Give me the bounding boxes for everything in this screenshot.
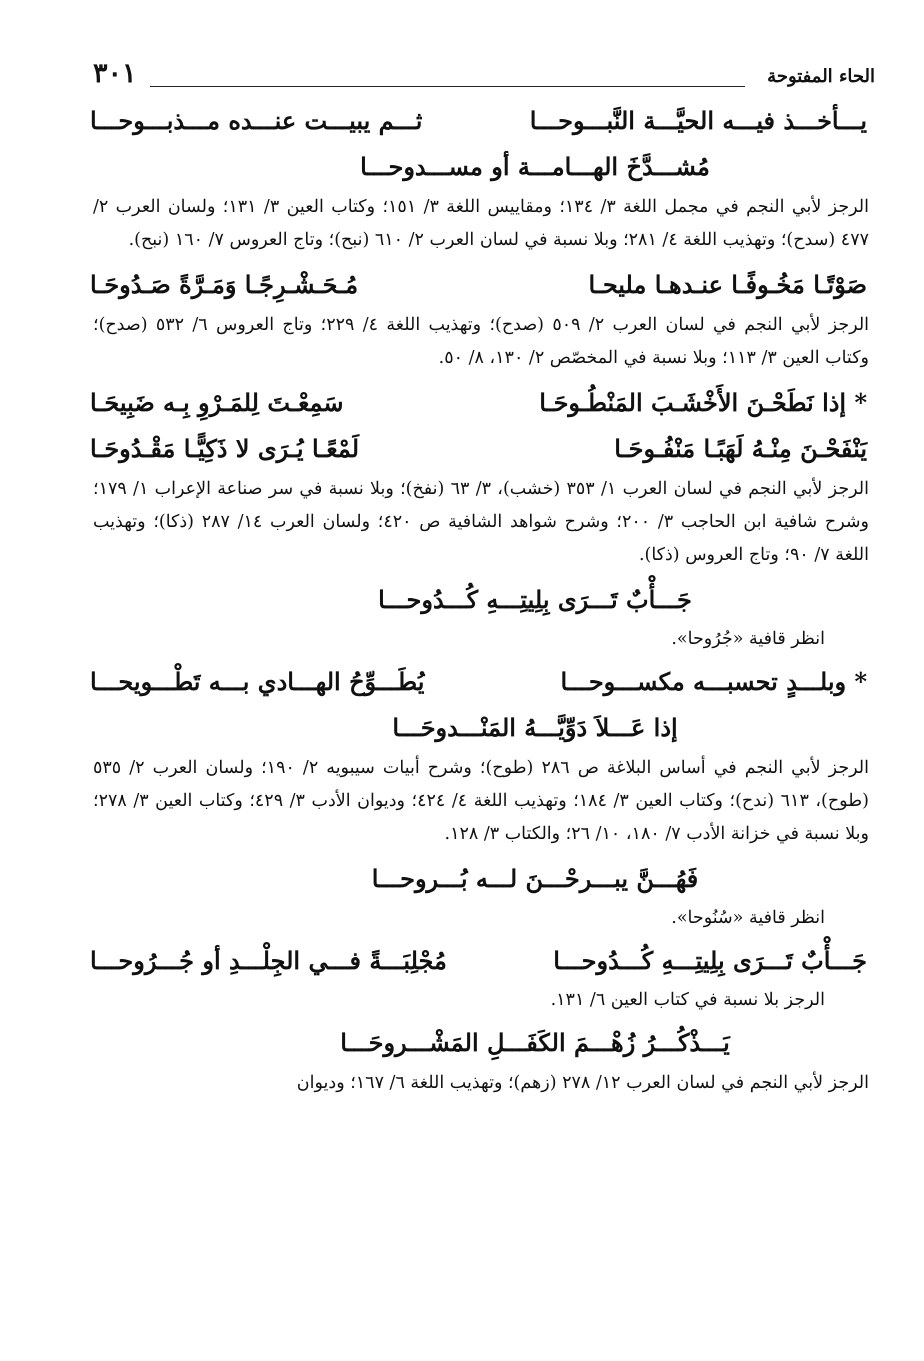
verse-first-hemistich: * إذا نَطَحْـنَ الأَخْشَـبَ المَنْطُـوحَـا	[539, 388, 867, 417]
cross-reference-note: انظر قافية «جُرُوحا».	[671, 629, 825, 649]
verse-first-hemistich: يـــأخـــذ فيـــه الحيَّـــة النَّبـــوحـــا	[529, 106, 867, 135]
verse-second-hemistich: ثـــم يبيـــت عنـــده مـــذبـــوحـــا	[90, 106, 423, 135]
header-rule	[150, 86, 745, 87]
verse-second-hemistich: يُطَـــوِّحُ الهـــادي بـــه تَطْـــويحـــا	[90, 667, 425, 696]
verse-line	[85, 426, 875, 472]
book-page	[85, 40, 875, 1105]
verse-first-hemistich: جَـــأْبٌ تَـــرَى بِلِيتِـــهِ كُـــدُوحـــا	[553, 946, 867, 975]
verse-second-hemistich: سَمِعْـتَ لِلمَـرْوِ بِـه ضَبِيحَـا	[90, 388, 344, 417]
verse-line-centered: يَـــذْكُـــرُ زُهْـــمَ الكَفَـــلِ المَشْـــروحَـــا	[340, 1028, 730, 1057]
verse-first-hemistich: يَنْفَحْـنَ مِنْـهُ لَهَبًـا مَنْفُـوحَـا	[614, 434, 867, 463]
verse-second-hemistich: لَمْعًـا يُـرَى لا ذَكِيًّـا مَقْـدُوحَـا	[90, 434, 360, 463]
verse-second-hemistich: مُـحَـشْـرِجًـا وَمَـرَّةً صَـدُوحَـا	[90, 270, 359, 299]
source-citation: الرجز لأبي النجم في مجمل اللغة ٣/ ١٣٤؛ ومقاييس اللغة ٣/ ١٥١؛ وكتاب العين ٣/ ١٣١؛ ولسان العرب ٢/ ٤٧٧ (سدح)؛ وتهذيب اللغة ٤/ ٢٨١؛ وبلا نسبة في لسان العرب ٢/ ٦١٠ (نبح)؛ وتاج العروس ٧/ ١٦٠ (نبح).	[93, 197, 869, 250]
source-citation: الرجز لأبي النجم في لسان العرب ١/ ٣٥٣ (خشب)، ٣/ ٦٣ (نفخ)؛ وبلا نسبة في سر صناعة الإعراب ١/ ١٧٩؛ وشرح شافية ابن الحاجب ٣/ ٢٠٠؛ وشرح شواهد الشافية ص ٤٢٠؛ ولسان العرب ١٤/ ٢٨٧ (ذكا)؛ وتهذيب اللغة ٧/ ٩٠؛ وتاج العروس (ذكا).	[93, 479, 870, 565]
verse-first-hemistich: * وبلـــدٍ تحسبـــه مكســـوحـــا	[560, 667, 867, 696]
cross-reference-note: انظر قافية «سُنُوحا».	[671, 908, 825, 928]
page-content	[85, 98, 875, 1100]
verse-first-hemistich: صَوْتًـا مَخُـوفًـا عنـدهـا مليحـا	[588, 270, 867, 299]
source-citation: الرجز لأبي النجم في لسان العرب ١٢/ ٢٧٨ (زهم)؛ وتهذيب اللغة ٦/ ١٦٧؛ وديوان	[296, 1073, 869, 1093]
page-header	[85, 40, 875, 94]
verse-line-centered: إذا عَـــلاَ دَوِّيَّـــهُ المَنْـــدوحَـــا	[392, 713, 678, 742]
section-title: الحاء المفتوحة	[767, 66, 875, 87]
verse-second-hemistich: مُجْلِبَـــةً فـــي الجِلْـــدِ أو جُـــرُوحـــا	[90, 946, 447, 975]
page-number: ٣٠١	[93, 58, 137, 89]
cross-reference-note: الرجز بلا نسبة في كتاب العين ٦/ ١٣١.	[550, 990, 825, 1010]
source-citation: الرجز لأبي النجم في لسان العرب ٢/ ٥٠٩ (صدح)؛ وتهذيب اللغة ٤/ ٢٢٩؛ وتاج العروس ٦/ ٥٣٢ (صدح)؛ وكتاب العين ٣/ ١١٣؛ وبلا نسبة في المخصّص ٢/ ١٣٠، ٨/ ٥٠.	[93, 315, 870, 368]
verse-line	[85, 380, 875, 426]
verse-line-centered: جَـــأْبٌ تَـــرَى بِلِيتِـــهِ كُـــدُوحـــا	[378, 585, 692, 614]
verse-line	[85, 938, 875, 984]
verse-line	[85, 659, 875, 705]
verse-line	[85, 262, 875, 308]
verse-line-centered: مُشـــدَّخَ الهـــامـــة أو مســـدوحـــا	[360, 152, 710, 181]
source-citation: الرجز لأبي النجم في أساس البلاغة ص ٢٨٦ (طوح)؛ وشرح أبيات سيبويه ٢/ ١٩٠؛ ولسان العرب ٢/ ٥٣٥ (طوح)، ٦١٣ (ندح)؛ وكتاب العين ٣/ ١٨٤؛ وتهذيب اللغة ٤/ ٤٢٤؛ وديوان الأدب ٣/ ٤٢٩؛ وكتاب العين ٣/ ٢٧٨؛ وبلا نسبة في خزانة الأدب ٧/ ١٨٠، ١٠/ ٢٦؛ والكتاب ٣/ ١٢٨.	[93, 758, 870, 844]
verse-line	[85, 98, 875, 144]
verse-line-centered: فَهُـــنَّ يبـــرحْـــنَ لـــه بُـــروحـــا	[371, 864, 699, 893]
